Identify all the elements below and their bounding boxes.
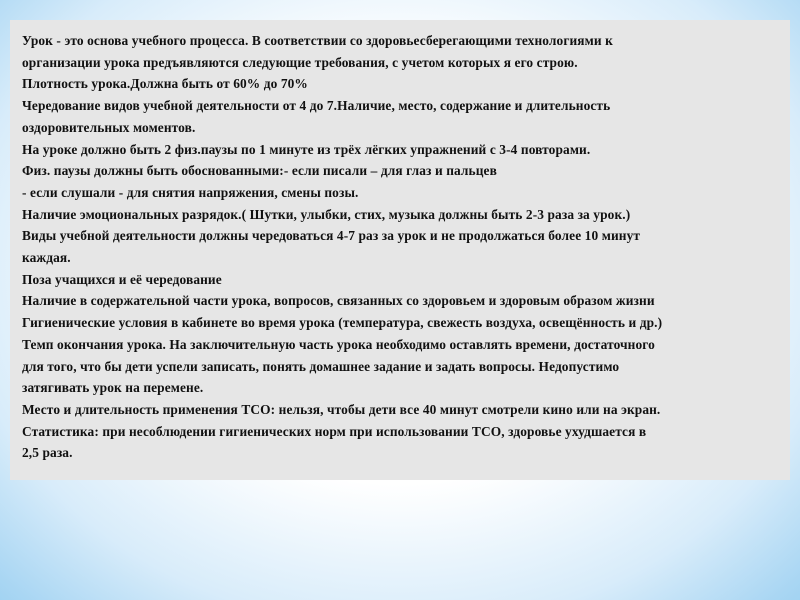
- text-line: Место и длительность применения ТСО: нельзя, чтобы дети все 40 минут смотрели кино или на экран.: [22, 401, 661, 417]
- text-line: организации урока предъявляются следующие требования, с учетом которых я его строю.: [22, 54, 578, 70]
- text-line: 2,5 раза.: [22, 445, 73, 461]
- text-line: Статистика: при несоблюдении гигиенических норм при использовании ТСО, здоровье ухудшается в: [22, 423, 647, 439]
- text-line: Темп окончания урока. На заключительную часть урока необходимо оставлять времени, достаточного: [22, 336, 655, 352]
- text-line: Наличие в содержательной части урока, вопросов, связанных со здоровьем и здоровым образом жизни: [22, 293, 655, 309]
- text-line: - если слушали - для снятия напряжения, смены позы.: [22, 184, 359, 200]
- text-line: Наличие эмоциональных разрядок.( Шутки, улыбки, стих, музыка должны быть 2-3 раза за урок.): [22, 206, 631, 222]
- text-line: Виды учебной деятельности должны чередоваться 4-7 раз за урок и не продолжаться более 10 минут: [22, 228, 641, 244]
- slide-text-body: [22, 30, 782, 464]
- text-line: Гигиенические условия в кабинете во время урока (температура, свежесть воздуха, освещённость и др.): [22, 315, 663, 331]
- text-line: затягивать урок на перемене.: [22, 380, 204, 396]
- text-line: Чередование видов учебной деятельности от 4 до 7.Наличие, место, содержание и длительность: [22, 98, 611, 114]
- text-line: Урок - это основа учебного процесса. В соответствии со здоровьесберегающими технологиями к: [22, 33, 613, 48]
- text-line: На уроке должно быть 2 физ.паузы по 1 минуте из трёх лёгких упражнений с 3-4 повторами.: [22, 141, 591, 157]
- text-line: Физ. паузы должны быть обоснованными:- если писали – для глаз и пальцев: [22, 163, 497, 179]
- text-line: Поза учащихся и её чередование: [22, 271, 222, 287]
- text-line: оздоровительных моментов.: [22, 119, 196, 135]
- text-line: Плотность урока.Должна быть от 60% до 70%: [22, 76, 308, 92]
- text-line: каждая.: [22, 250, 71, 266]
- text-line: для того, что бы дети успели записать, понять домашнее задание и задать вопросы. Недопустимо: [22, 358, 620, 374]
